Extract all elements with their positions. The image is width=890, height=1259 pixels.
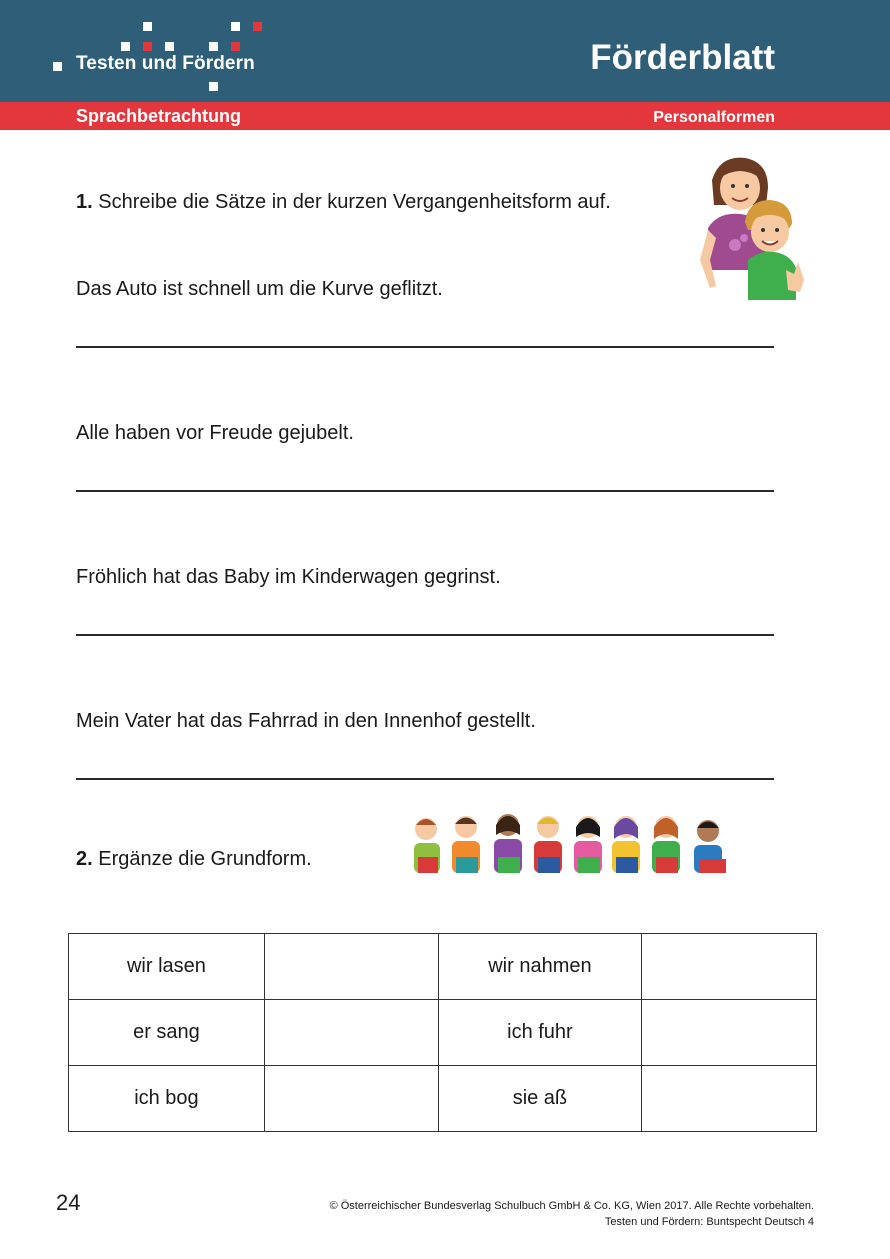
grundform-table (68, 933, 817, 1132)
task-1-number: 1. (76, 191, 93, 213)
subject-label: Sprachbetrachtung (76, 106, 242, 126)
answer-cell[interactable] (264, 934, 438, 1000)
task-2-instruction (76, 848, 312, 871)
answer-line-4[interactable] (76, 778, 774, 780)
source-text: Testen und Fördern: Buntspecht Deutsch 4 (604, 1216, 814, 1228)
table-cell: ich fuhr (439, 1000, 641, 1066)
table-cell: ich bog (69, 1066, 265, 1132)
sentence-4: Mein Vater hat das Fahrrad in den Innenhof gestellt. (76, 710, 536, 732)
table-cell: wir nahmen (439, 934, 641, 1000)
page-title: Förderblatt (590, 38, 775, 77)
answer-line-3[interactable] (76, 634, 774, 636)
answer-cell[interactable] (641, 1000, 817, 1066)
task-1-text: Schreibe die Sätze in der kurzen Vergangenheitsform auf. (98, 191, 611, 213)
table-cell: wir lasen (69, 934, 265, 1000)
answer-line-1[interactable] (76, 346, 774, 348)
answer-line-2[interactable] (76, 490, 774, 492)
two-kids-illustration (690, 150, 810, 300)
task-2-text: Ergänze die Grundform. (98, 848, 312, 870)
header-bar (0, 0, 890, 102)
copyright-text: © Österreichischer Bundesverlag Schulbuch GmbH & Co. KG, Wien 2017. Alle Rechte vorbehalten. (329, 1200, 814, 1212)
answer-cell[interactable] (264, 1066, 438, 1132)
task-2-number: 2. (76, 848, 93, 870)
brand-logo-text: Testen und Fördern (76, 53, 255, 74)
sentence-1: Das Auto ist schnell um die Kurve geflitzt. (76, 278, 443, 300)
answer-cell[interactable] (641, 1066, 817, 1132)
answer-cell[interactable] (264, 1000, 438, 1066)
table-row (69, 1066, 817, 1132)
answer-cell[interactable] (641, 934, 817, 1000)
reading-kids-illustration (408, 805, 744, 887)
sentence-3: Fröhlich hat das Baby im Kinderwagen gegrinst. (76, 566, 501, 588)
topic-label: Personalformen (653, 109, 775, 126)
table-cell: sie aß (439, 1066, 641, 1132)
table-row (69, 934, 817, 1000)
sentence-2: Alle haben vor Freude gejubelt. (76, 422, 354, 444)
task-1-instruction (76, 191, 611, 214)
table-row (69, 1000, 817, 1066)
page-number: 24 (56, 1190, 81, 1215)
logo-squares (0, 0, 300, 102)
table-cell: er sang (69, 1000, 265, 1066)
